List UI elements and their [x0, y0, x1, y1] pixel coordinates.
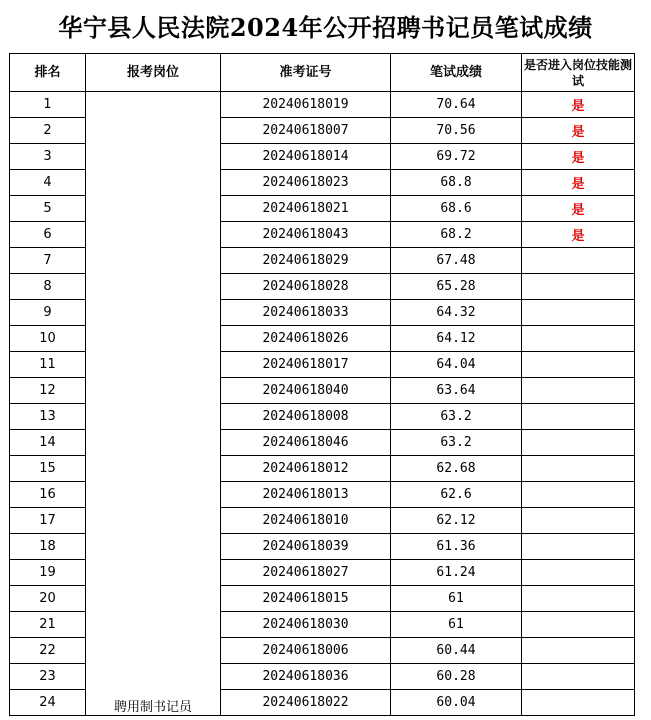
exam-id-cell: 20240618026 [221, 326, 391, 352]
rank-cell: 12 [10, 378, 86, 404]
score-cell: 70.56 [391, 118, 522, 144]
score-cell: 70.64 [391, 92, 522, 118]
advance-cell: 是 [522, 170, 635, 196]
advance-cell [522, 482, 635, 508]
advance-cell [522, 274, 635, 300]
score-cell: 62.6 [391, 482, 522, 508]
header-advance: 是否进入岗位技能测试 [522, 54, 635, 92]
advance-cell [522, 638, 635, 664]
rank-cell: 1 [10, 92, 86, 118]
exam-id-cell: 20240618033 [221, 300, 391, 326]
rank-cell: 20 [10, 586, 86, 612]
score-cell: 65.28 [391, 274, 522, 300]
exam-id-cell: 20240618046 [221, 430, 391, 456]
rank-cell: 14 [10, 430, 86, 456]
rank-cell: 4 [10, 170, 86, 196]
rank-cell: 22 [10, 638, 86, 664]
score-cell: 64.04 [391, 352, 522, 378]
advance-cell [522, 586, 635, 612]
score-cell: 69.72 [391, 144, 522, 170]
score-cell: 64.32 [391, 300, 522, 326]
score-cell: 63.64 [391, 378, 522, 404]
exam-id-cell: 20240618019 [221, 92, 391, 118]
score-cell: 63.2 [391, 430, 522, 456]
exam-id-cell: 20240618027 [221, 560, 391, 586]
advance-cell [522, 664, 635, 690]
exam-id-cell: 20240618012 [221, 456, 391, 482]
rank-cell: 23 [10, 664, 86, 690]
advance-cell [522, 456, 635, 482]
exam-id-cell: 20240618039 [221, 534, 391, 560]
exam-id-cell: 20240618013 [221, 482, 391, 508]
advance-cell [522, 352, 635, 378]
score-cell: 61.24 [391, 560, 522, 586]
rank-cell: 5 [10, 196, 86, 222]
score-cell: 60.28 [391, 664, 522, 690]
advance-cell [522, 326, 635, 352]
score-cell: 68.6 [391, 196, 522, 222]
exam-id-cell: 20240618014 [221, 144, 391, 170]
exam-id-cell: 20240618015 [221, 586, 391, 612]
exam-id-cell: 20240618007 [221, 118, 391, 144]
advance-cell [522, 534, 635, 560]
exam-id-cell: 20240618043 [221, 222, 391, 248]
rank-cell: 7 [10, 248, 86, 274]
table-header-row [10, 54, 635, 92]
header-rank: 排名 [10, 54, 86, 92]
scores-table [9, 53, 635, 716]
rank-cell: 13 [10, 404, 86, 430]
header-post: 报考岗位 [86, 54, 221, 92]
advance-cell [522, 612, 635, 638]
exam-id-cell: 20240618010 [221, 508, 391, 534]
header-score: 笔试成绩 [391, 54, 522, 92]
rank-cell: 3 [10, 144, 86, 170]
post-cell: 聘用制书记员 [86, 92, 221, 716]
advance-cell [522, 430, 635, 456]
advance-cell [522, 560, 635, 586]
exam-id-cell: 20240618023 [221, 170, 391, 196]
advance-cell [522, 508, 635, 534]
advance-cell [522, 248, 635, 274]
exam-id-cell: 20240618006 [221, 638, 391, 664]
advance-cell [522, 300, 635, 326]
page-title: 华宁县人民法院2024年公开招聘书记员笔试成绩 [58, 13, 593, 42]
score-cell: 61.36 [391, 534, 522, 560]
exam-id-cell: 20240618028 [221, 274, 391, 300]
score-cell: 64.12 [391, 326, 522, 352]
score-cell: 63.2 [391, 404, 522, 430]
header-exam-id: 准考证号 [221, 54, 391, 92]
score-cell: 61 [391, 612, 522, 638]
score-cell: 60.04 [391, 690, 522, 716]
rank-cell: 21 [10, 612, 86, 638]
rank-cell: 8 [10, 274, 86, 300]
rank-cell: 24 [10, 690, 86, 716]
exam-id-cell: 20240618008 [221, 404, 391, 430]
advance-cell: 是 [522, 222, 635, 248]
exam-id-cell: 20240618030 [221, 612, 391, 638]
rank-cell: 11 [10, 352, 86, 378]
score-cell: 60.44 [391, 638, 522, 664]
rank-cell: 9 [10, 300, 86, 326]
rank-cell: 2 [10, 118, 86, 144]
advance-cell: 是 [522, 196, 635, 222]
advance-cell [522, 378, 635, 404]
advance-cell: 是 [522, 92, 635, 118]
rank-cell: 16 [10, 482, 86, 508]
rank-cell: 15 [10, 456, 86, 482]
exam-id-cell: 20240618017 [221, 352, 391, 378]
rank-cell: 17 [10, 508, 86, 534]
exam-id-cell: 20240618021 [221, 196, 391, 222]
advance-cell: 是 [522, 144, 635, 170]
score-cell: 68.8 [391, 170, 522, 196]
rank-cell: 18 [10, 534, 86, 560]
exam-id-cell: 20240618040 [221, 378, 391, 404]
exam-id-cell: 20240618029 [221, 248, 391, 274]
advance-cell [522, 690, 635, 716]
exam-id-cell: 20240618022 [221, 690, 391, 716]
table-row [10, 92, 635, 118]
score-cell: 62.68 [391, 456, 522, 482]
advance-cell: 是 [522, 118, 635, 144]
score-cell: 67.48 [391, 248, 522, 274]
rank-cell: 10 [10, 326, 86, 352]
exam-id-cell: 20240618036 [221, 664, 391, 690]
rank-cell: 6 [10, 222, 86, 248]
advance-cell [522, 404, 635, 430]
table-body [10, 92, 635, 716]
score-cell: 62.12 [391, 508, 522, 534]
score-cell: 68.2 [391, 222, 522, 248]
rank-cell: 19 [10, 560, 86, 586]
score-cell: 61 [391, 586, 522, 612]
